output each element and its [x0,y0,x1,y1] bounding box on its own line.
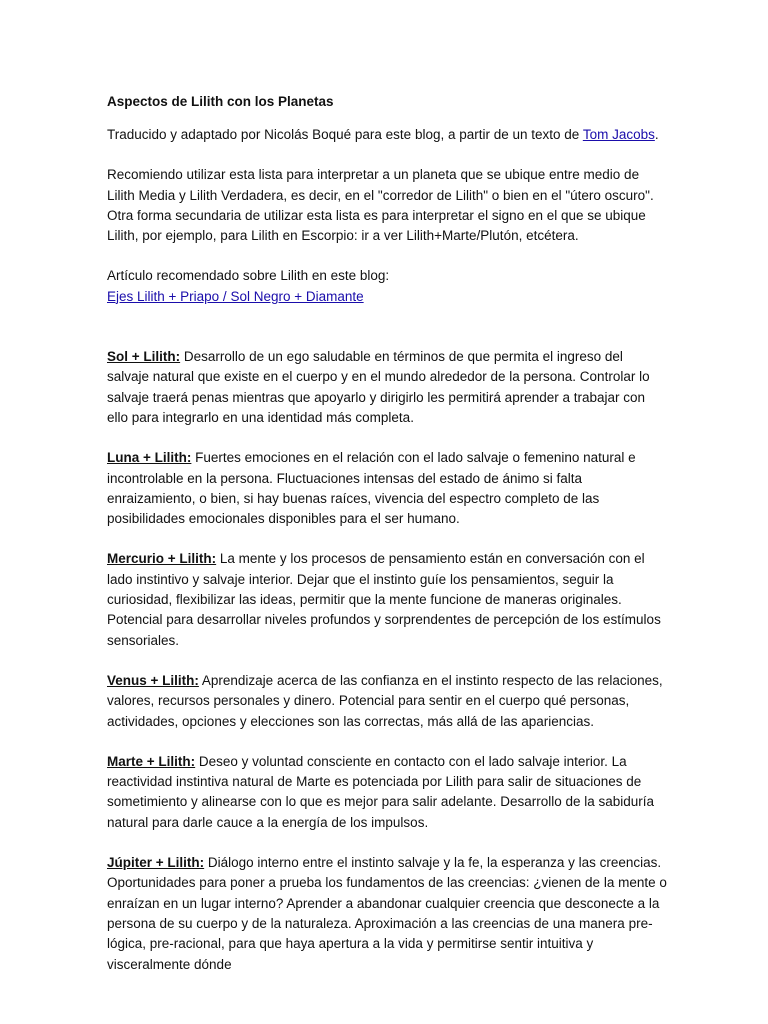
aspect-label: Luna + Lilith: [107,450,192,466]
credit-prefix: Traducido y adaptado por Nicolás Boqué para este blog, a partir de un texto de [107,127,583,142]
intro-paragraph: Recomiendo utilizar esta lista para interpretar a un planeta que se ubique entre medio de Lilith Media y Lilith Verdadera, es decir, en el "corredor de Lilith" o bien en el "útero oscuro". Otra forma secundaria de utilizar esta lista es para interpretar el signo en el que se ubique Lilith, por ejemplo, para Lilith en Escorpio: ir a ver Lilith+Marte/Plutón, etcétera. [107,167,654,244]
aspect-text: Diálogo interno entre el instinto salvaje y la fe, la esperanza y las creencias. Oportunidades para poner a prueba los fundamentos de las creencias: ¿vienen de la mente o enraízan en un lugar interno? Aprender a abandonar cualquier creencia que desconecte a la persona de su cuerpo y de la naturaleza. Aproximación a las creencias de una manera pre-lógica, pre-racional, para que haya apertura a la vida y permitirse sentir intuitiva y visceralmente dónde [107,855,667,972]
aspect-text: La mente y los procesos de pensamiento están en conversación con el lado instintivo y salvaje interior. Dejar que el instinto guíe los pensamientos, seguir la curiosidad, flexibilizar las ideas, permitir que la mente funcione de maneras originales. Potencial para desarrollar niveles profundos y sorprendentes de percepción de los estímulos sensoriales. [107,551,661,648]
credit-suffix: . [654,127,659,142]
aspect-label: Sol + Lilith: [107,349,181,365]
aspect-jupiter [107,853,668,975]
recommended-article-link[interactable]: Ejes Lilith + Priapo / Sol Negro + Diamante [107,288,364,304]
aspect-text: Fuertes emociones en el relación con el lado salvaje o femenino natural e incontrolable en la persona. Fluctuaciones intensas del estado de ánimo si falta enraizamiento, o bien, si hay buenas raíces, vivencia del espectro completo de las posibilidades emocionales disponibles para el ser humano. [107,450,636,527]
aspect-sol [107,347,668,428]
translation-credit [107,125,668,145]
aspect-label: Marte + Lilith: [107,753,196,769]
aspect-label: Venus + Lilith: [107,672,199,688]
aspect-label: Júpiter + Lilith: [107,855,205,871]
aspect-venus [107,671,668,732]
tom-jacobs-link[interactable]: Tom Jacobs [582,127,655,142]
aspect-marte [107,752,668,833]
document-title: Aspectos de Lilith con los Planetas [107,94,334,109]
recommended-article [107,266,668,307]
aspect-label: Mercurio + Lilith: [107,551,217,567]
aspect-text: Aprendizaje acerca de las confianza en el instinto respecto de las relaciones, valores, recursos personales y dinero. Potencial para sentir en el cuerpo qué personas, actividades, opciones y elecciones son las correctas, más allá de las apariencias. [107,672,663,729]
aspect-text: Desarrollo de un ego saludable en términos de que permita el ingreso del salvaje natural que existe en el cuerpo y en el mundo alrededor de la persona. Controlar lo salvaje traerá penas mientras que apoyarlo y dirigirlo les permitirá aprender a trabajar con ello para integrarlo en una identidad más completa. [107,349,650,425]
aspect-text: Deseo y voluntad consciente en contacto con el lado salvaje interior. La reactividad instintiva natural de Marte es potenciada por Lilith para salir de situaciones de sometimiento y alinearse con lo que es mejor para salir adelante. Desarrollo de la sabiduría natural para darle cauce a la energía de los impulsos. [107,753,655,830]
recommended-label: Artículo recomendado sobre Lilith en este blog: [107,268,390,284]
aspect-luna [107,448,668,529]
aspect-mercurio [107,549,668,650]
